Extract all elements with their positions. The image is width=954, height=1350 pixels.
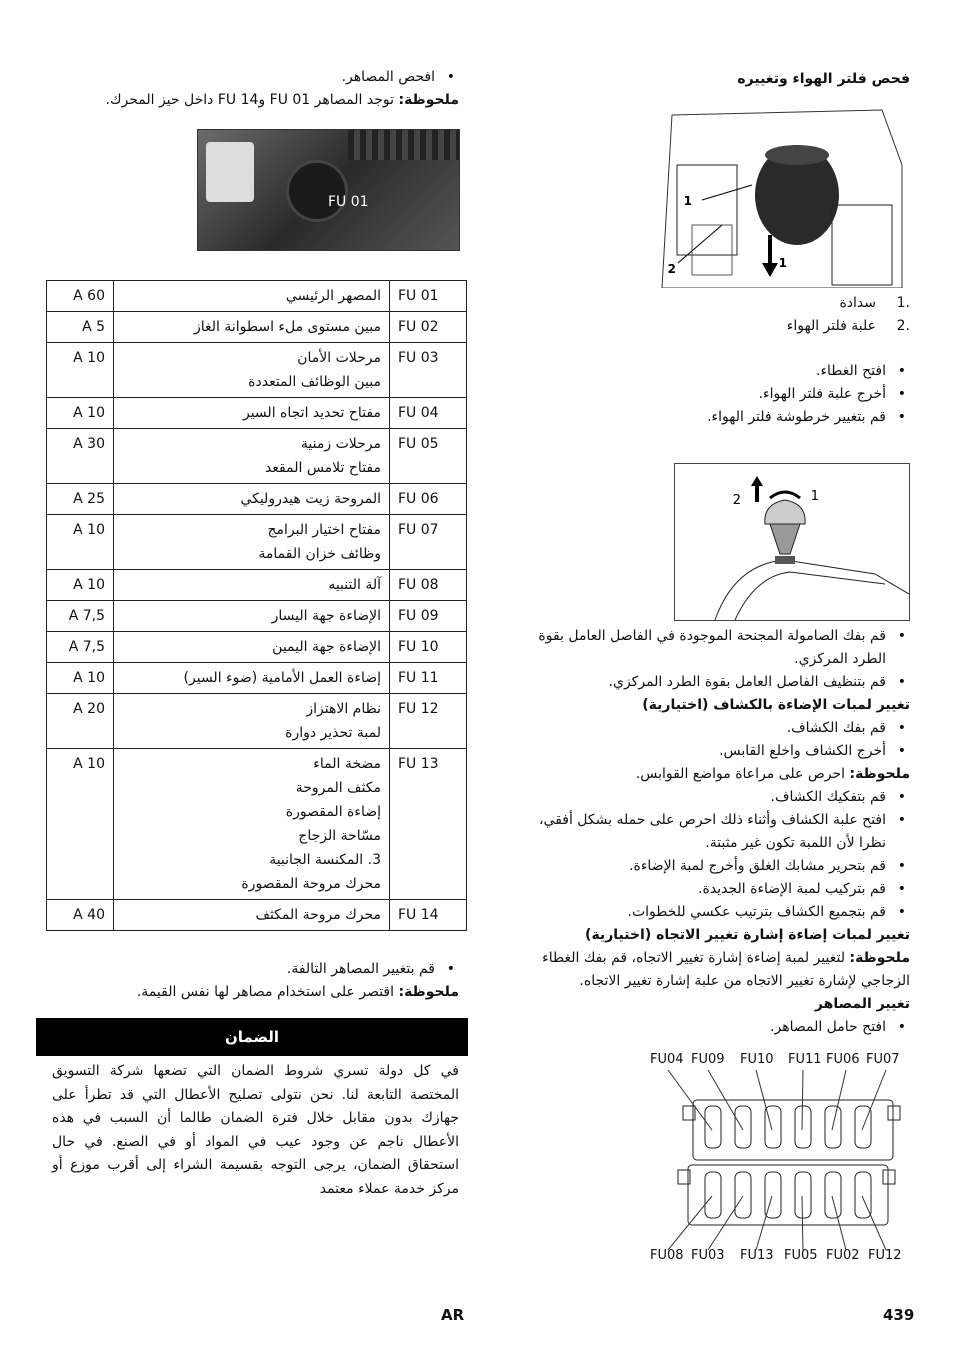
fuse-amperage: A 10 (47, 343, 114, 398)
fuse-description-line: مرحلات زمنية (300, 436, 381, 452)
fig2-label-1: 1 (810, 489, 819, 504)
fuse-description-line: إضاءة المقصورة (285, 804, 381, 820)
replace-fuses-step (46, 958, 459, 981)
fuse-amperage: A 25 (47, 484, 114, 515)
fuse-amperage: A 10 (47, 663, 114, 694)
fuses-heading: تغيير المصاهر (814, 996, 910, 1012)
fuse-description-line: مبين مستوى ملء اسطوانة الغاز (193, 319, 381, 335)
check-fuses-step (46, 66, 459, 89)
fuse-description-line: وظائف خزان القمامة (258, 546, 381, 562)
fuse-description (114, 601, 390, 632)
fuse-code: FU 12 (390, 694, 467, 749)
fuse-label-top: FU11 (788, 1052, 822, 1067)
fuse-holder-drawing (648, 1070, 910, 1250)
fuse-label-top: FU09 (691, 1052, 725, 1067)
fig2-label-2: 2 (732, 493, 741, 508)
fuse-code: FU 11 (390, 663, 467, 694)
list-item: • قم بفك الكشاف. (515, 717, 910, 740)
fuse-description (114, 429, 390, 484)
air-filter-legend (515, 292, 910, 338)
list-item: • قم بتفكيك الكشاف. (515, 786, 910, 809)
footer-language: AR (441, 1306, 465, 1324)
fuse-code: FU 05 (390, 429, 467, 484)
table-row (47, 312, 467, 343)
table-row (47, 601, 467, 632)
separator-figure (674, 463, 910, 621)
legend-item-2: 2. علبة فلتر الهواء (786, 318, 910, 334)
fuse-label-top: FU04 (650, 1052, 684, 1067)
indicator-heading: تغيير لمبات إضاءة إشارة تغيير الاتجاه (اختيارية) (585, 927, 910, 943)
headlight-steps-1 (515, 717, 910, 763)
headlight-steps-2 (515, 786, 910, 924)
list-item: • افتح حامل المصاهر. (515, 1016, 910, 1039)
table-row (47, 900, 467, 931)
fuse-amperage: A 10 (47, 570, 114, 601)
fuse-description-line: المصهر الرئيسي (285, 288, 381, 304)
separator-illustration (675, 464, 909, 620)
table-row (47, 484, 467, 515)
fuse-description-line: آلة التنبيه (328, 577, 381, 593)
table-row (47, 632, 467, 663)
fuse-description (114, 749, 390, 900)
list-item: • قم بتحرير مشابك الغلق وأخرج لمبة الإضاءة. (515, 855, 910, 878)
list-item: • قم بتركيب لمبة الإضاءة الجديدة. (515, 878, 910, 901)
fuse-description-line: مضخة الماء (313, 756, 381, 772)
air-filter-steps (515, 360, 910, 429)
replace-fuses-section (46, 958, 459, 1004)
table-row (47, 694, 467, 749)
fuse-description (114, 663, 390, 694)
fuse-code: FU 03 (390, 343, 467, 398)
list-item: • افتح الغطاء. (515, 360, 910, 383)
fuse-description (114, 343, 390, 398)
fuse-description-line: محرك مروحة المكثف (255, 907, 381, 923)
left-column (46, 62, 459, 112)
fuse-description-line: إضاءة العمل الأمامية (ضوء السير) (183, 670, 381, 686)
fuse-amperage: A 60 (47, 281, 114, 312)
table-row (47, 398, 467, 429)
list-item: • أخرج الكشاف واخلع القابس. (515, 740, 910, 763)
list-item: • افتح علبة الكشاف وأثناء ذلك احرص على حمله بشكل أفقي، نظرا لأن اللمبة تكون غير مثبتة. (515, 809, 910, 855)
fuse-description-line: مكثف المروحة (295, 780, 381, 796)
fuse-description (114, 515, 390, 570)
fuse-description (114, 900, 390, 931)
fuse-description (114, 312, 390, 343)
table-row (47, 281, 467, 312)
list-item: • افحص المصاهر. (46, 66, 459, 89)
fuse-description-line: المروحة زيت هيدروليكي (240, 491, 381, 507)
fuse-label-bottom: FU12 (868, 1248, 902, 1263)
fuse-description (114, 398, 390, 429)
fuse-description (114, 484, 390, 515)
photo-label: FU 01 (328, 194, 369, 210)
fuse-amperage: A 10 (47, 515, 114, 570)
fuse-amperage: A 7,5 (47, 601, 114, 632)
fuse-code: FU 06 (390, 484, 467, 515)
separator-steps (515, 625, 910, 694)
fuse-code: FU 14 (390, 900, 467, 931)
table-row (47, 570, 467, 601)
fuse-location-note: ملحوظة: توجد المصاهر FU 01 وFU 14 داخل حيز المحرك. (105, 92, 459, 108)
table-row (47, 663, 467, 694)
fuse-amperage: A 5 (47, 312, 114, 343)
fuse-amperage: A 10 (47, 398, 114, 429)
warranty-text: في كل دولة تسري شروط الضمان التي تضعها شركة التسويق المختصة التابعة لنا. نحن نتولى تصليح الأعطال التي قد تطرأ على جهازك بدون مقابل خلال فترة الضمان طالما أن السبب في هذه الأعطال ناجم عن وجود عيب في المواد أو في الصنع. في حال استحقاق الضمان، يرجى التوجه بقسيمة الشراء إلى أقرب موزع أو مركز خدمة عملاء معتمد (52, 1063, 459, 1197)
right-column (515, 62, 910, 1039)
list-item: • قم بفك الصامولة المجنحة الموجودة في الفاصل العامل بقوة الطرد المركزي. (515, 625, 910, 671)
indicator-note: ملحوظة: لتغيير لمبة إضاءة إشارة تغيير الاتجاه، قم بفك الغطاء الزجاجي لإشارة تغيير الاتجاه من علبة إشارة تغيير الاتجاه. (542, 950, 910, 989)
fuse-label-bottom: FU13 (740, 1248, 774, 1263)
fuse-amperage: A 7,5 (47, 632, 114, 663)
fuse-description (114, 570, 390, 601)
air-filter-illustration (652, 105, 910, 288)
fuse-label-bottom: FU03 (691, 1248, 725, 1263)
legend-item-1: 1. سدادة (839, 295, 910, 311)
list-item: • قم بتجميع الكشاف بترتيب عكسي للخطوات. (515, 901, 910, 924)
engine-bay-photo (197, 129, 460, 251)
warranty-heading: الضمان (36, 1018, 468, 1056)
air-filter-figure (652, 105, 910, 288)
fuse-label-top: FU06 (826, 1052, 860, 1067)
fuse-amperage: A 10 (47, 749, 114, 900)
fig1-label-1b: 1 (778, 256, 787, 270)
list-item: • أخرج علبة فلتر الهواء. (515, 383, 910, 406)
page-number: 439 (883, 1306, 915, 1324)
fuse-description (114, 632, 390, 663)
fuses-steps (515, 1016, 910, 1039)
fuse-code: FU 02 (390, 312, 467, 343)
fuse-code: FU 09 (390, 601, 467, 632)
fuse-description-line: 3. المكنسة الجانبية (269, 852, 381, 868)
fuse-code: FU 08 (390, 570, 467, 601)
list-item: • قم بتغيير المصاهر التالفة. (46, 958, 459, 981)
fuse-description-line: الإضاءة جهة اليمين (272, 639, 381, 655)
fuse-description (114, 694, 390, 749)
fuse-label-bottom: FU02 (826, 1248, 860, 1263)
fuse-description-line: مفتاح اختيار البرامج (267, 522, 381, 538)
fuse-value-note: ملحوظة: اقتصر على استخدام مصاهر لها نفس القيمة. (136, 984, 459, 1000)
fig1-label-2: 2 (667, 262, 676, 276)
table-row (47, 429, 467, 484)
list-item: • قم بتنظيف الفاصل العامل بقوة الطرد المركزي. (515, 671, 910, 694)
table-row (47, 515, 467, 570)
fuse-description-line: مبين الوظائف المتعددة (248, 374, 381, 390)
fuse-description-line: الإضاءة جهة اليسار (271, 608, 381, 624)
fuse-label-top: FU10 (740, 1052, 774, 1067)
fuse-label-top: FU07 (866, 1052, 900, 1067)
fuse-amperage: A 40 (47, 900, 114, 931)
fuse-code: FU 01 (390, 281, 467, 312)
table-row (47, 343, 467, 398)
fuse-label-bottom: FU05 (784, 1248, 818, 1263)
fuse-label-bottom: FU08 (650, 1248, 684, 1263)
fuse-description-line: محرك مروحة المقصورة (241, 876, 381, 892)
fuse-description-line: مرحلات الأمان (297, 350, 381, 366)
fuse-description-line: مسّاحة الزجاج (298, 828, 381, 844)
air-filter-heading: فحص فلتر الهواء وتغييره (737, 71, 910, 87)
fuse-holder-diagram (648, 1052, 910, 1267)
fuse-code: FU 10 (390, 632, 467, 663)
fuse-description (114, 281, 390, 312)
fuse-code: FU 04 (390, 398, 467, 429)
fuse-amperage: A 30 (47, 429, 114, 484)
fuse-description-line: مفتاح تلامس المقعد (264, 460, 381, 476)
fuse-code: FU 13 (390, 749, 467, 900)
fuse-code: FU 07 (390, 515, 467, 570)
fuse-description-line: نظام الاهتزاز (306, 701, 381, 717)
fuse-description-line: لمبة تحذير دوارة (285, 725, 381, 741)
fig1-label-1a: 1 (683, 194, 692, 208)
fuse-description-line: مفتاح تحديد اتجاه السير (242, 405, 381, 421)
fuse-amperage: A 20 (47, 694, 114, 749)
headlight-note: ملحوظة: احرص على مراعاة مواضع القوابس. (635, 766, 910, 782)
list-item: • قم بتغيير خرطوشة فلتر الهواء. (515, 406, 910, 429)
fuse-table (46, 280, 467, 931)
headlight-heading: تغيير لمبات الإضاءة بالكشاف (اختيارية) (642, 697, 910, 713)
table-row (47, 749, 467, 900)
